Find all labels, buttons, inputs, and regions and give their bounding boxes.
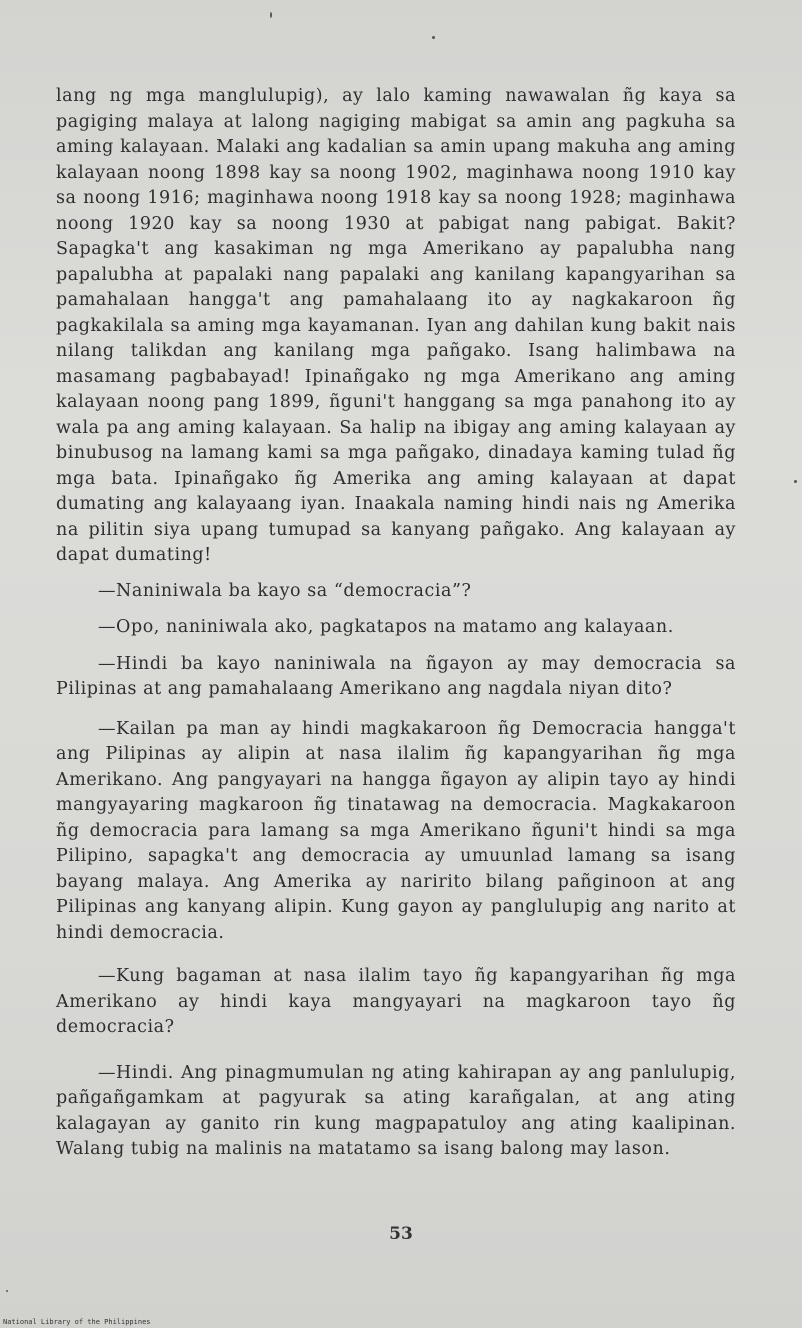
dust-speck [794, 480, 797, 483]
paragraph-4: —Hindi ba kayo naniniwala na ñgayon ay may democracia sa Pilipinas at ang pamahalaang Amerikano ang nagdala niyan dito? [56, 653, 736, 699]
body-text [56, 84, 736, 1177]
dust-speck [6, 1290, 8, 1292]
library-credit: National Library of the Philippines [3, 1318, 151, 1326]
paragraph-2: —Naniniwala ba kayo sa “democracia”? [98, 580, 472, 601]
paragraph-7: —Hindi. Ang pinagmumulan ng ating kahirapan ay ang panlulupig, pañgañgamkam at pagyurak sa ating karañgalan, at ang ating kalagayan ay ganito rin kung magpapatuloy ang ating kaalipinan. Walang tubig na malinis na matatamo sa isang balong may lason. [56, 1062, 736, 1159]
dust-speck [432, 36, 435, 39]
paragraph-6: —Kung bagaman at nasa ilalim tayo ñg kapangyarihan ñg mga Amerikano ay hindi kaya mangyayari na magkaroon tayo ñg democracia? [56, 966, 736, 1037]
paragraph-1: lang ng mga manglulupig), ay lalo kaming nawawalan ñg kaya sa pagiging malaya at lalong nagiging mabigat sa amin ang pagkuha sa aming kalayaan. Malaki ang kadalian sa amin upang makuha ang aming kalayaan noong 1898 kay sa noong 1902, maginhawa noong 1910 kay sa noong 1916; maginhawa noong 1918 kay sa noong 1928; maginhawa noong 1920 kay sa noong 1930 at pabigat nang pabigat. Bakit? Sapagka't ang kasakiman ng mga Amerikano ay papalubha nang papalubha at papalaki nang papalaki ang kanilang kapangyarihan sa pamahalaan hangga't ang pamahalaang ito ay nagkakaroon ñg pagkakilala sa aming mga kayamanan. Iyan ang dahilan kung bakit nais nilang talikdan ang kanilang mga pañgako. Isang halimbawa na masamang pagbabayad! Ipinañgako ng mga Amerikano ang aming kalayaan noong pang 1899, ñguni't hanggang sa mga panahong ito ay wala pa ang aming kalayaan. Sa halip na ibigay ang aming kalayaan ay binubusog na lamang kami sa mga pañgako, dinadaya kaming tulad ñg mga bata. Ipinañgako ñg Amerika ang aming kalayaan at dapat dumating ang kalayaang iyan. Inaakala naming hindi nais ng Amerika na pilitin siya upang tumupad sa kanyang pañgako. Ang kalayaan ay dapat dumating! [56, 86, 736, 565]
paragraph-3: —Opo, naniniwala ako, pagkatapos na matamo ang kalayaan. [98, 617, 674, 637]
page-number: 53 [389, 1224, 413, 1244]
paragraph-5: —Kailan pa man ay hindi magkakaroon ñg Democracia hangga't ang Pilipinas ay alipin at nasa ilalim ñg kapangyarihan ñg mga Amerikano. Ang pangyayari na hangga ñgayon ay alipin tayo ay hindi mangyayaring magkaroon ñg tinatawag na democracia. Magkakaroon ñg democracia para lamang sa mga Amerikano ñguni't hindi sa mga Pilipino, sapagka't ang democracia ay umuunlad lamang sa isang bayang malaya. Ang Amerika ay naririto bilang pañginoon at ang Pilipinas ang kanyang alipin. Kung gayon ay panglulupig ang narito at hindi democracia. [56, 718, 736, 943]
dust-speck [270, 12, 272, 18]
